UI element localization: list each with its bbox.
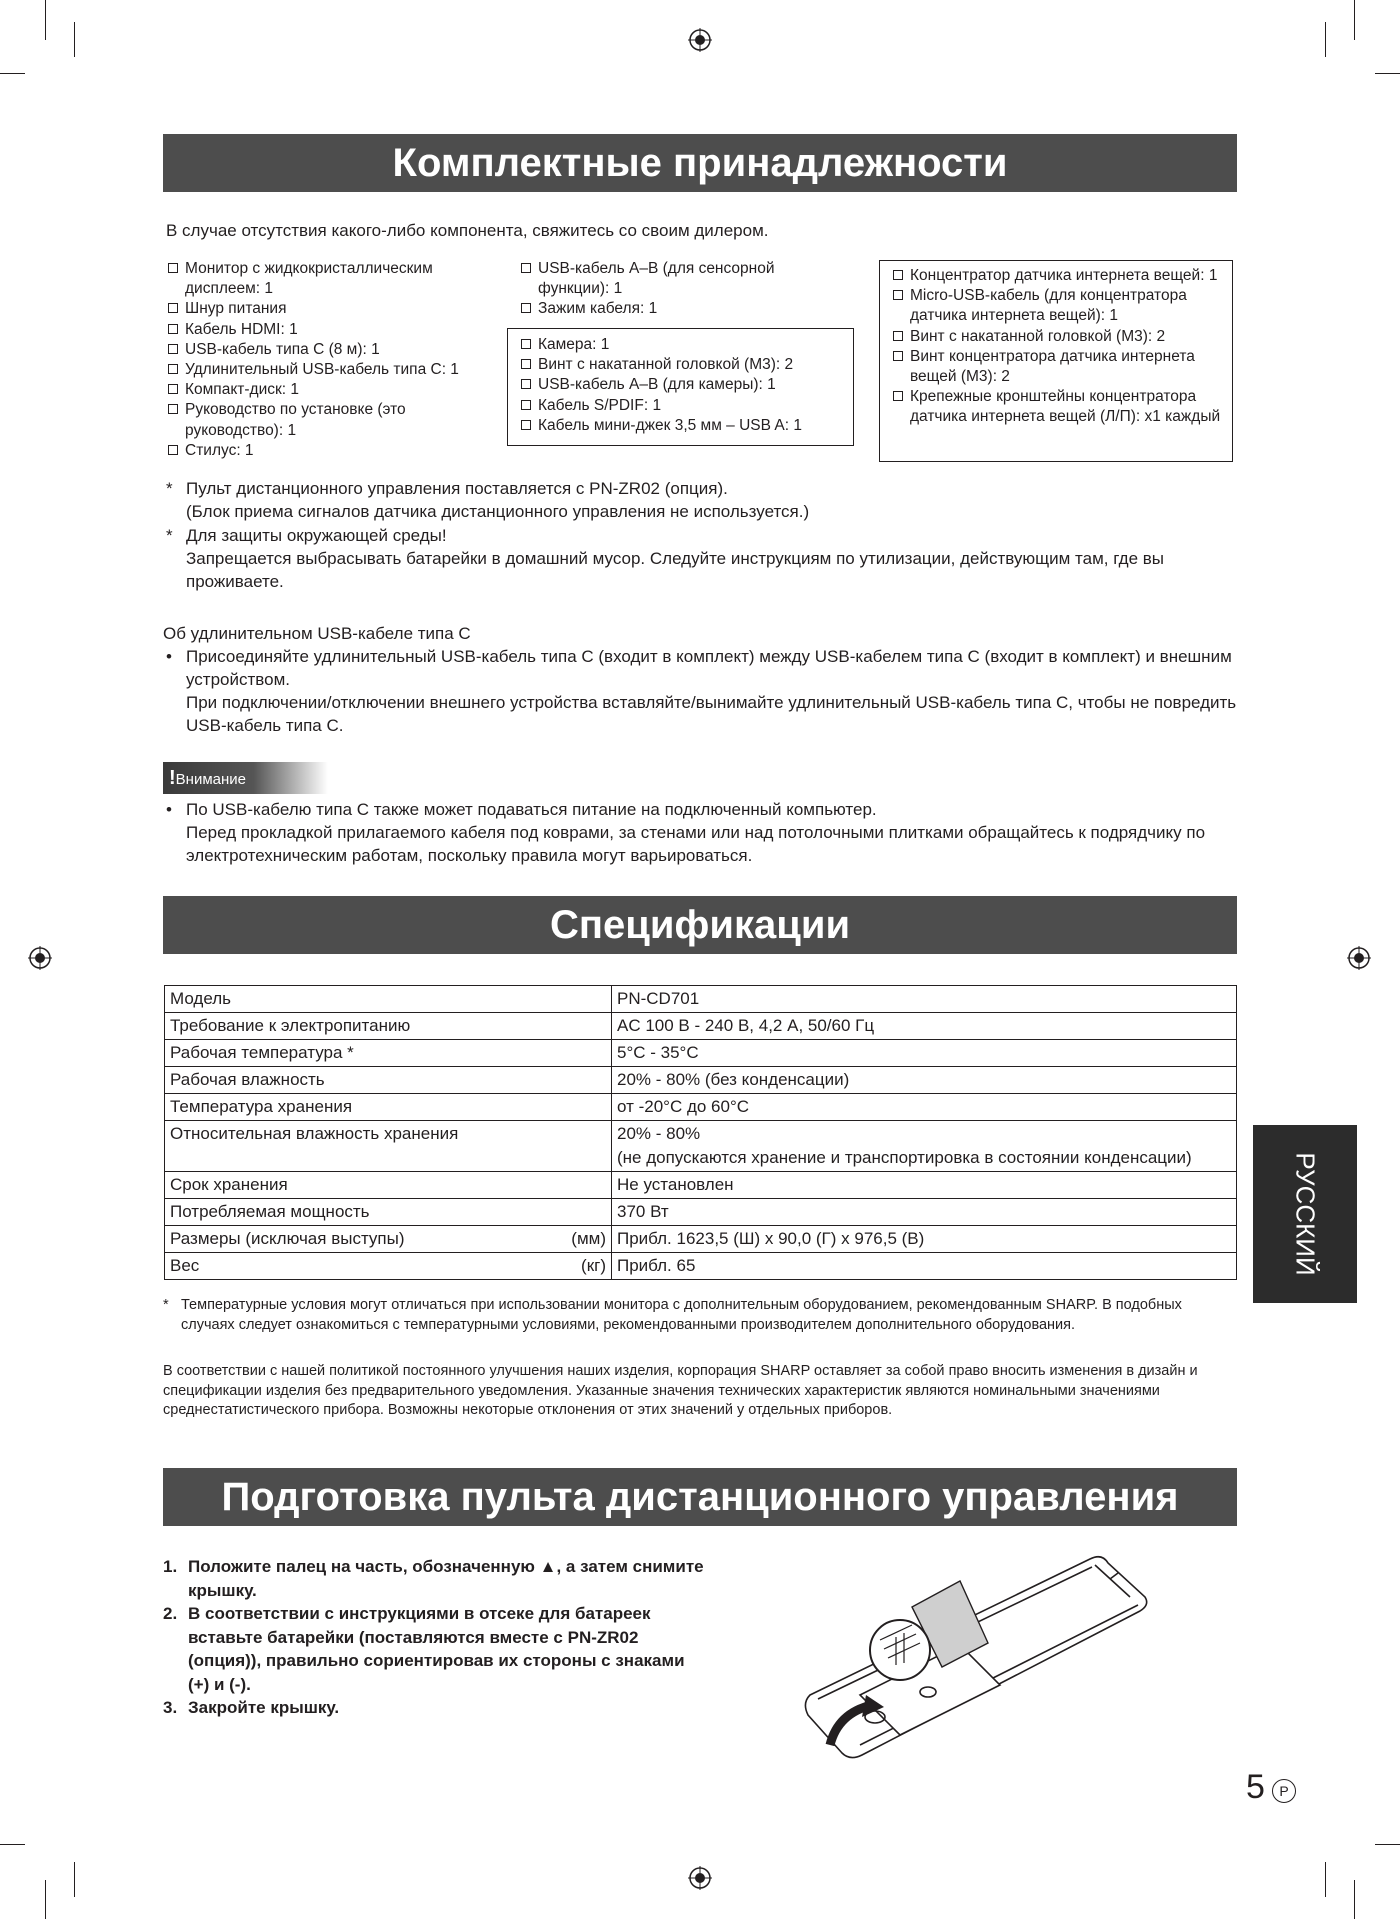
list-item: Крепежные кронштейны концентратора датчика интернета вещей (Л/П): x1 каждый xyxy=(891,387,1227,427)
list-item: Винт с накатанной головкой (M3): 2 xyxy=(519,355,849,375)
list-item: Винт с накатанной головкой (M3): 2 xyxy=(891,327,1227,347)
table-row: Температура хранения от -20°C до 60°C xyxy=(165,1094,1237,1121)
table-row: Требование к электропитанию AC 100 В - 240 В, 4,2 A, 50/60 Гц xyxy=(165,1013,1237,1040)
list-item: 3. Закройте крышку. xyxy=(163,1698,340,1717)
registration-mark-icon xyxy=(688,1866,712,1890)
specs-policy: В соответствии с нашей политикой постоянного улучшения наших изделия, корпорация SHARP оставляет за собой право вносить изменения в дизайн и спецификации изделия без предварительного уведомления. Указанные значения технических характеристик являются номинальными значениями среднестатистического прибора. Возможны некоторые отклонения от этих значений у отдельных приборов. xyxy=(163,1363,1198,1418)
caution-note: • По USB-кабелю типа C также может подаваться питание на подключенный компьютер. Перед прокладкой прилагаемого кабеля под коврами, за стенами или над потолочными плитками обращайтесь к подрядчику по электротехническим работам, поскольку правила могут варьироваться. xyxy=(166,800,1206,865)
table-row: Модель PN-CD701 xyxy=(165,986,1237,1013)
page-language-marker: P xyxy=(1272,1779,1296,1803)
remote-steps xyxy=(163,1555,708,1720)
usb-extension-heading: Об удлинительном USB-кабеле типа C xyxy=(163,624,471,643)
specs-table xyxy=(164,985,1237,1280)
specs-footnote: * Температурные условия могут отличаться при использовании монитора с дополнительным оборудованием, рекомендованным SHARP. В подобных случаях следует ознакомиться с температурными условиями, рекомендованными производителем дополнительного оборудования. xyxy=(163,1297,1182,1333)
list-item: Удлинительный USB-кабель типа C: 1 xyxy=(166,360,506,380)
table-row: Срок хранения Не установлен xyxy=(165,1172,1237,1199)
remote-title: Подготовка пульта дистанционного управления xyxy=(163,1468,1237,1526)
accessories-intro: В случае отсутствия какого-либо компонента, свяжитесь со своим дилером. xyxy=(166,221,769,240)
table-row: Потребляемая мощность 370 Вт xyxy=(165,1199,1237,1226)
registration-mark-icon xyxy=(688,28,712,52)
table-row: Рабочая температура * 5°C - 35°C xyxy=(165,1040,1237,1067)
list-item: Шнур питания xyxy=(166,299,506,319)
registration-mark-icon xyxy=(1347,946,1371,970)
language-tab: РУССКИЙ xyxy=(1253,1125,1357,1303)
registration-mark-icon xyxy=(28,946,52,970)
remote-note: * Пульт дистанционного управления поставляется с PN-ZR02 (опция). (Блок приема сигналов датчика дистанционного управления не используется.) xyxy=(166,479,810,521)
table-row: Относительная влажность хранения 20% - 80% (не допускаются хранение и транспортировка в состоянии конденсации) xyxy=(165,1121,1237,1172)
list-item: Концентратор датчика интернета вещей: 1 xyxy=(891,266,1227,286)
caution-icon: ! xyxy=(169,767,176,789)
list-item: Кабель HDMI: 1 xyxy=(166,320,506,340)
accessories-list-2 xyxy=(519,259,819,320)
caution-label: !Внимание xyxy=(163,762,328,794)
usb-extension-note: • Присоединяйте удлинительный USB-кабель типа C (входит в комплект) между USB-кабелем типа C (входит в комплект) и внешним устройством. При подключении/отключении внешнего устройства вставляйте/вынимайте удлинительный USB-кабель типа C, чтобы не повредить USB-кабель типа C. xyxy=(166,647,1237,735)
accessories-list-1 xyxy=(166,259,506,461)
list-item: 2. В соответствии с инструкциями в отсеке для батареек вставьте батарейки (поставляются вместе с PN-ZR02 (опция)), правильно сориентировав их стороны с знаками (+) и (-). xyxy=(163,1604,685,1694)
list-item: Компакт-диск: 1 xyxy=(166,380,506,400)
list-item: Винт концентратора датчика интернета вещей (M3): 2 xyxy=(891,347,1227,387)
camera-accessories-box xyxy=(507,328,854,446)
list-item: Монитор с жидкокристаллическим дисплеем: 1 xyxy=(166,259,506,299)
iot-accessories-box xyxy=(879,260,1233,462)
list-item: Кабель S/PDIF: 1 xyxy=(519,396,849,416)
list-item: 1. Положите палец на часть, обозначенную ▲, а затем снимите крышку. xyxy=(163,1557,704,1600)
list-item: USB-кабель A–B (для камеры): 1 xyxy=(519,375,849,395)
table-row: Рабочая влажность 20% - 80% (без конденсации) xyxy=(165,1067,1237,1094)
list-item: USB-кабель A–B (для сенсорной функции): 1 xyxy=(519,259,819,299)
list-item: Стилус: 1 xyxy=(166,441,506,461)
specs-title: Спецификации xyxy=(163,896,1237,954)
list-item: Micro-USB-кабель (для концентратора датчика интернета вещей): 1 xyxy=(891,286,1227,326)
list-item: Кабель мини-джек 3,5 мм – USB A: 1 xyxy=(519,416,849,436)
remote-control-illustration xyxy=(800,1545,1155,1765)
table-row: Вес (кг) Прибл. 65 xyxy=(165,1253,1237,1280)
environment-note: * Для защиты окружающей среды! Запрещается выбрасывать батарейки в домашний мусор. Следуйте инструкциям по утилизации, действующим там, где вы проживаете. xyxy=(166,526,1164,591)
list-item: Руководство по установке (это руководство): 1 xyxy=(166,400,506,440)
accessories-title: Комплектные принадлежности xyxy=(163,134,1237,192)
table-row: Размеры (исключая выступы) (мм) Прибл. 1623,5 (Ш) x 90,0 (Г) x 976,5 (В) xyxy=(165,1226,1237,1253)
list-item: Камера: 1 xyxy=(519,335,849,355)
page-number: 5 xyxy=(1246,1768,1265,1806)
list-item: USB-кабель типа C (8 м): 1 xyxy=(166,340,506,360)
list-item: Зажим кабеля: 1 xyxy=(519,299,819,319)
